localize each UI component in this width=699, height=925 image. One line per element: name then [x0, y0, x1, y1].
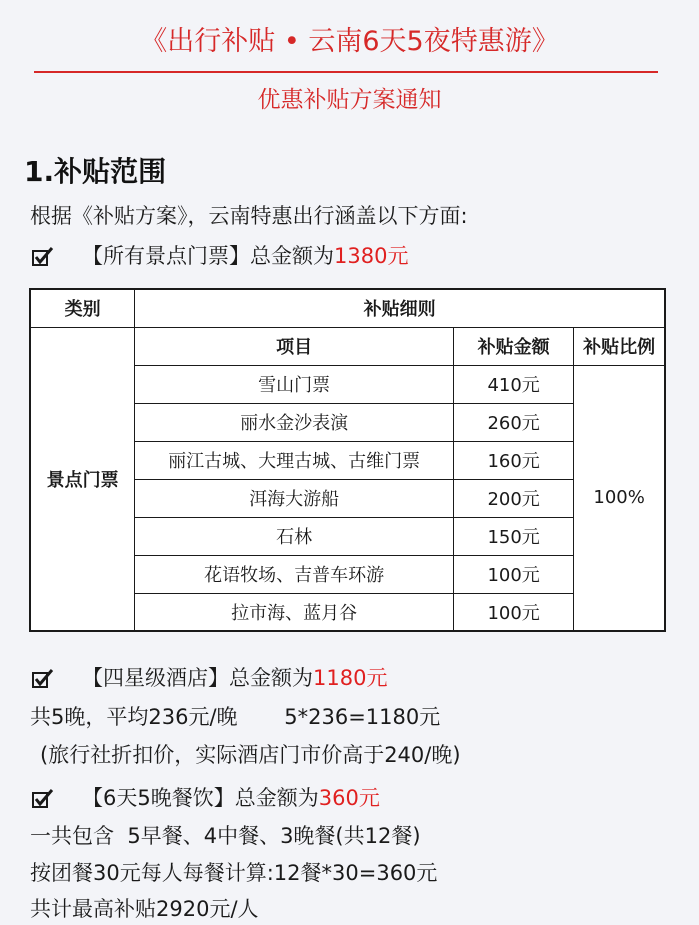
item-cell: 石林 [135, 517, 454, 555]
amount-cell: 100元 [453, 593, 573, 631]
table-subheader-row [30, 327, 665, 365]
meals-line [32, 782, 380, 814]
amount-cell: 160元 [453, 441, 573, 479]
ratio-cell: 100% [574, 365, 665, 631]
title-divider [34, 71, 658, 73]
checkbox-checked-icon [32, 667, 54, 689]
meals-calc: 按团餐30元每人每餐计算:12餐*30=360元 [30, 861, 438, 885]
item-cell: 拉市海、蓝月谷 [135, 593, 454, 631]
header-ratio: 补贴比例 [574, 327, 665, 365]
header-category: 类别 [30, 289, 135, 327]
checkbox-checked-icon [32, 245, 54, 267]
item-cell: 洱海大游船 [135, 479, 454, 517]
item-cell: 丽水金沙表演 [135, 403, 454, 441]
hotel-line [32, 662, 387, 694]
table-header-row [30, 289, 665, 327]
amount-cell: 150元 [453, 517, 573, 555]
header-amount: 补贴金额 [453, 327, 573, 365]
amount-cell: 100元 [453, 555, 573, 593]
page-title: 《出行补贴 • 云南6天5夜特惠游》 [140, 26, 559, 57]
hotel-detail: 共5晚，平均236元/晚 5*236=1180元 [30, 705, 441, 729]
header-detail: 补贴细则 [135, 289, 665, 327]
page-subtitle: 优惠补贴方案通知 [257, 87, 442, 113]
hotel-label: 【四星级酒店】总金额为 [82, 666, 313, 690]
meals-amount: 360元 [318, 786, 380, 810]
category-cell: 景点门票 [30, 327, 135, 631]
item-cell: 花语牧场、吉普车环游 [135, 555, 454, 593]
subsidy-table [29, 288, 666, 632]
amount-cell: 410元 [453, 365, 573, 403]
hotel-note: (旅行社折扣价，实际酒店门市价高于240/晚) [40, 743, 461, 767]
tickets-amount: 1380元 [334, 244, 409, 268]
intro-text: 根据《补贴方案》，云南特惠出行涵盖以下方面: [30, 204, 468, 228]
header-item: 项目 [135, 327, 454, 365]
tickets-line [32, 240, 408, 272]
hotel-amount: 1180元 [313, 666, 388, 690]
total-subsidy: 共计最高补贴2920元/人 [30, 897, 259, 921]
section-heading: 1.补贴范围 [24, 155, 167, 188]
checkbox-checked-icon [32, 787, 54, 809]
meals-label: 【6天5晚餐饮】总金额为 [82, 786, 319, 810]
amount-cell: 200元 [453, 479, 573, 517]
meals-detail: 一共包含 5早餐、4中餐、3晚餐(共12餐) [30, 824, 421, 848]
amount-cell: 260元 [453, 403, 573, 441]
tickets-label: 【所有景点门票】总金额为 [82, 244, 334, 268]
item-cell: 丽江古城、大理古城、古维门票 [135, 441, 454, 479]
item-cell: 雪山门票 [135, 365, 454, 403]
